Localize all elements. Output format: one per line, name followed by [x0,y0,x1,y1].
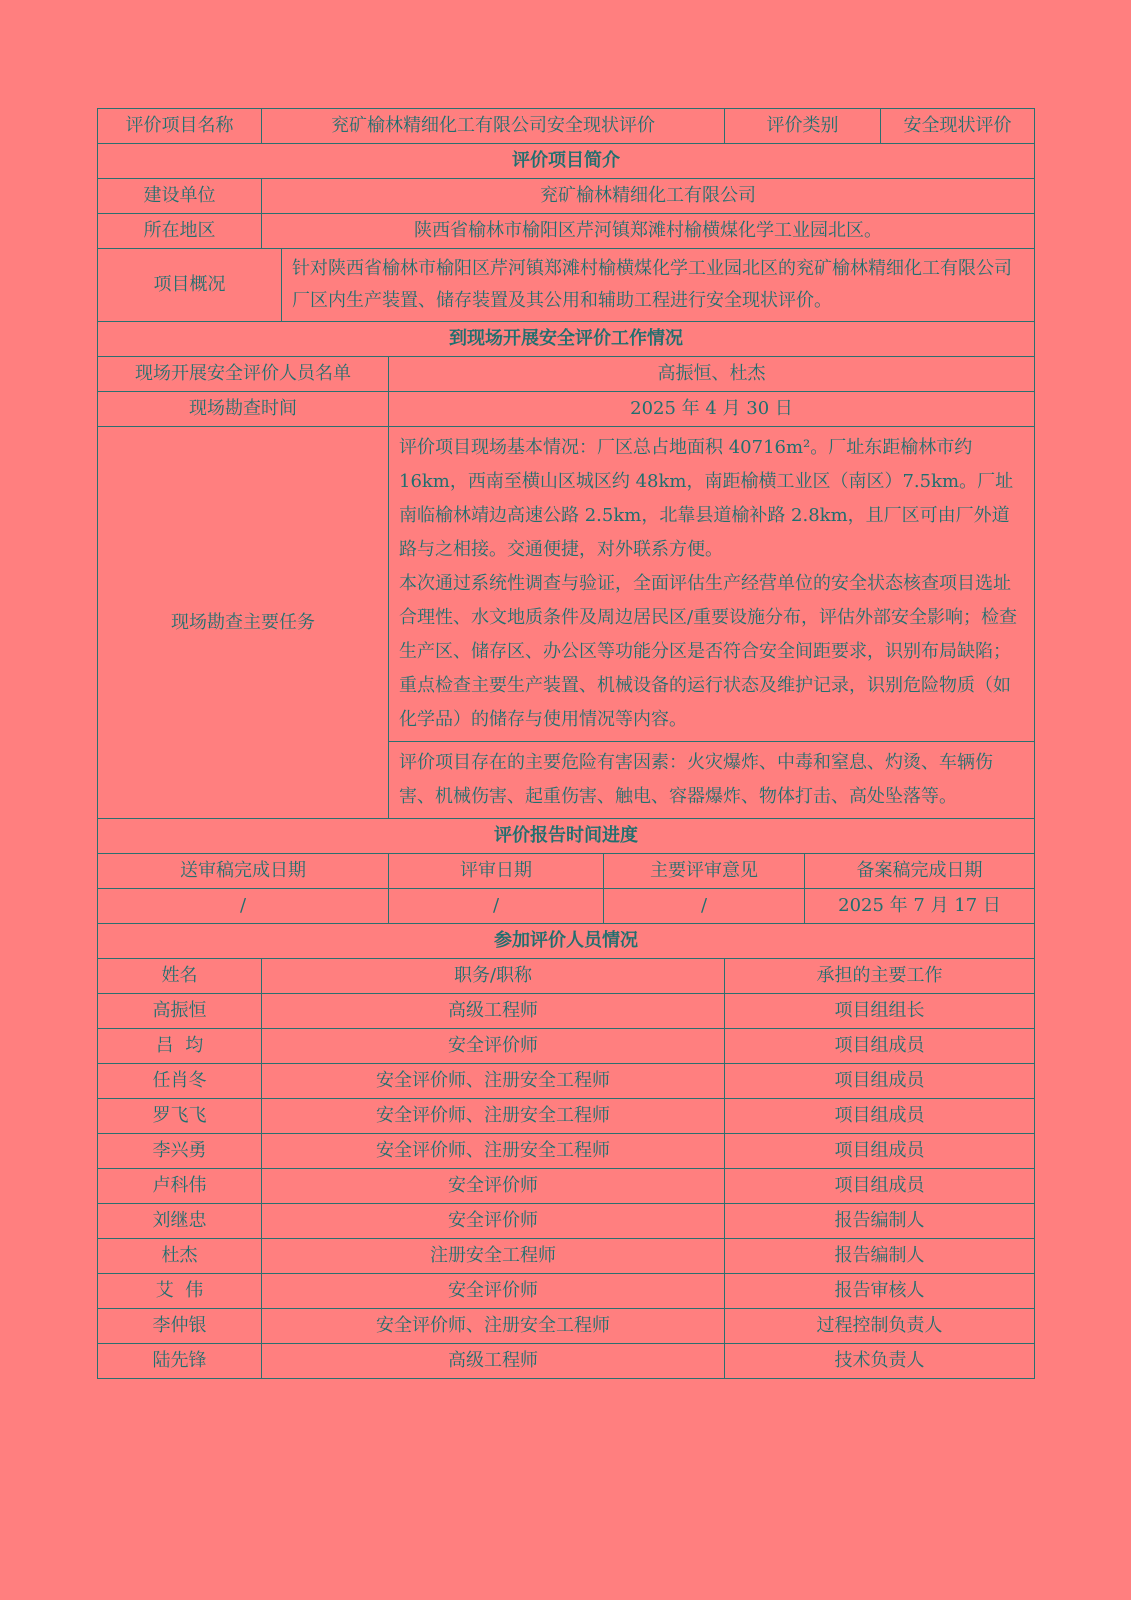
staff-title: 安全评价师 [262,1029,725,1064]
staff-work: 项目组成员 [725,1169,1035,1204]
staff-work: 项目组成员 [725,1099,1035,1134]
site-section-title: 到现场开展安全评价工作情况 [98,322,1035,357]
table-row [98,1274,1035,1309]
site-staff-label: 现场开展安全评价人员名单 [98,357,389,392]
schedule-header-review-opinion: 主要评审意见 [604,854,805,889]
schedule-section-title: 评价报告时间进度 [98,819,1035,854]
staff-title: 安全评价师、注册安全工程师 [262,1309,725,1344]
staff-title: 安全评价师 [262,1274,725,1309]
schedule-submit-date: / [98,889,389,924]
staff-title: 注册安全工程师 [262,1239,725,1274]
staff-name: 刘继忠 [98,1204,262,1239]
table-row [98,1309,1035,1344]
staff-header-work: 承担的主要工作 [725,959,1035,994]
staff-name: 任肖冬 [98,1064,262,1099]
table-row [98,994,1035,1029]
staff-work: 项目组成员 [725,1064,1035,1099]
staff-title: 高级工程师 [262,994,725,1029]
staff-name: 卢科伟 [98,1169,262,1204]
table-row [98,1134,1035,1169]
staff-title: 高级工程师 [262,1344,725,1379]
staff-name: 李仲银 [98,1309,262,1344]
staff-name: 杜杰 [98,1239,262,1274]
schedule-filing-date: 2025 年 7 月 17 日 [805,889,1035,924]
intro-section-title: 评价项目简介 [98,144,1035,179]
table-row [98,1064,1035,1099]
site-tasks-label: 现场勘查主要任务 [98,427,389,819]
table-row [98,1239,1035,1274]
table-row [98,1169,1035,1204]
schedule-value-row [98,889,1035,924]
staff-work: 技术负责人 [725,1344,1035,1379]
site-time-label: 现场勘查时间 [98,392,389,427]
schedule-header-filing-date: 备案稿完成日期 [805,854,1035,889]
staff-work: 项目组成员 [725,1134,1035,1169]
staff-work: 过程控制负责人 [725,1309,1035,1344]
staff-title: 安全评价师、注册安全工程师 [262,1064,725,1099]
staff-title: 安全评价师 [262,1169,725,1204]
staff-section-title: 参加评价人员情况 [98,924,1035,959]
staff-name: 李兴勇 [98,1134,262,1169]
staff-header-row [98,959,1035,994]
overview-value: 针对陕西省榆林市榆阳区芹河镇郑滩村榆横煤化学工业园北区的兖矿榆林精细化工有限公司厂区内生产装置、储存装置及其公用和辅助工程进行安全现状评价。 [282,249,1035,322]
schedule-review-opinion: / [604,889,805,924]
schedule-review-date: / [389,889,604,924]
table-row [98,1204,1035,1239]
table-row [98,1029,1035,1064]
staff-title: 安全评价师、注册安全工程师 [262,1099,725,1134]
site-time-value: 2025 年 4 月 30 日 [389,392,1035,427]
table-row [98,1099,1035,1134]
staff-name: 艾 伟 [98,1274,262,1309]
staff-title: 安全评价师 [262,1204,725,1239]
staff-work: 报告编制人 [725,1239,1035,1274]
staff-work: 报告编制人 [725,1204,1035,1239]
staff-name: 高振恒 [98,994,262,1029]
site-tasks-paragraph-1: 评价项目现场基本情况：厂区总占地面积 40716m²。厂址东距榆林市约 16km，西南至横山区城区约 48km，南距榆横工业区（南区）7.5km。厂址南临榆林靖边高速公路 2.5km，北靠县道榆补路 2.8km，且厂区可由厂外道路与之相接。交通便捷，对外联系方便。 [399,437,1014,560]
project-name-value: 兖矿榆林精细化工有限公司安全现状评价 [262,109,725,144]
category-label: 评价类别 [725,109,881,144]
staff-header-name: 姓名 [98,959,262,994]
project-name-label: 评价项目名称 [98,109,262,144]
staff-title: 安全评价师、注册安全工程师 [262,1134,725,1169]
site-tasks-content [389,427,1035,742]
table-row [98,1344,1035,1379]
staff-name: 陆先锋 [98,1344,262,1379]
category-value: 安全现状评价 [881,109,1035,144]
header-row [98,109,1035,144]
staff-name: 罗飞飞 [98,1099,262,1134]
site-hazards: 评价项目存在的主要危险有害因素：火灾爆炸、中毒和窒息、灼烫、车辆伤害、机械伤害、起重伤害、触电、容器爆炸、物体打击、高处坠落等。 [389,742,1035,819]
schedule-header-row [98,854,1035,889]
unit-label: 建设单位 [98,179,262,214]
unit-value: 兖矿榆林精细化工有限公司 [262,179,1035,214]
staff-work: 项目组组长 [725,994,1035,1029]
staff-work: 项目组成员 [725,1029,1035,1064]
region-label: 所在地区 [98,214,262,249]
overview-label: 项目概况 [98,249,282,322]
site-tasks-paragraph-2: 本次通过系统性调查与验证，全面评估生产经营单位的安全状态核查项目选址合理性、水文地质条件及周边居民区/重要设施分布，评估外部安全影响；检查生产区、储存区、办公区等功能分区是否符合安全间距要求，识别布局缺陷；重点检查主要生产装置、机械设备的运行状态及维护记录，识别危险物质（如化学品）的储存与使用情况等内容。 [399,573,1018,730]
schedule-header-review-date: 评审日期 [389,854,604,889]
region-value: 陕西省榆林市榆阳区芹河镇郑滩村榆横煤化学工业园北区。 [262,214,1035,249]
staff-work: 报告审核人 [725,1274,1035,1309]
evaluation-info-table [97,108,1035,1379]
schedule-header-submit-date: 送审稿完成日期 [98,854,389,889]
staff-header-title: 职务/职称 [262,959,725,994]
site-staff-value: 高振恒、杜杰 [389,357,1035,392]
staff-name: 吕 均 [98,1029,262,1064]
